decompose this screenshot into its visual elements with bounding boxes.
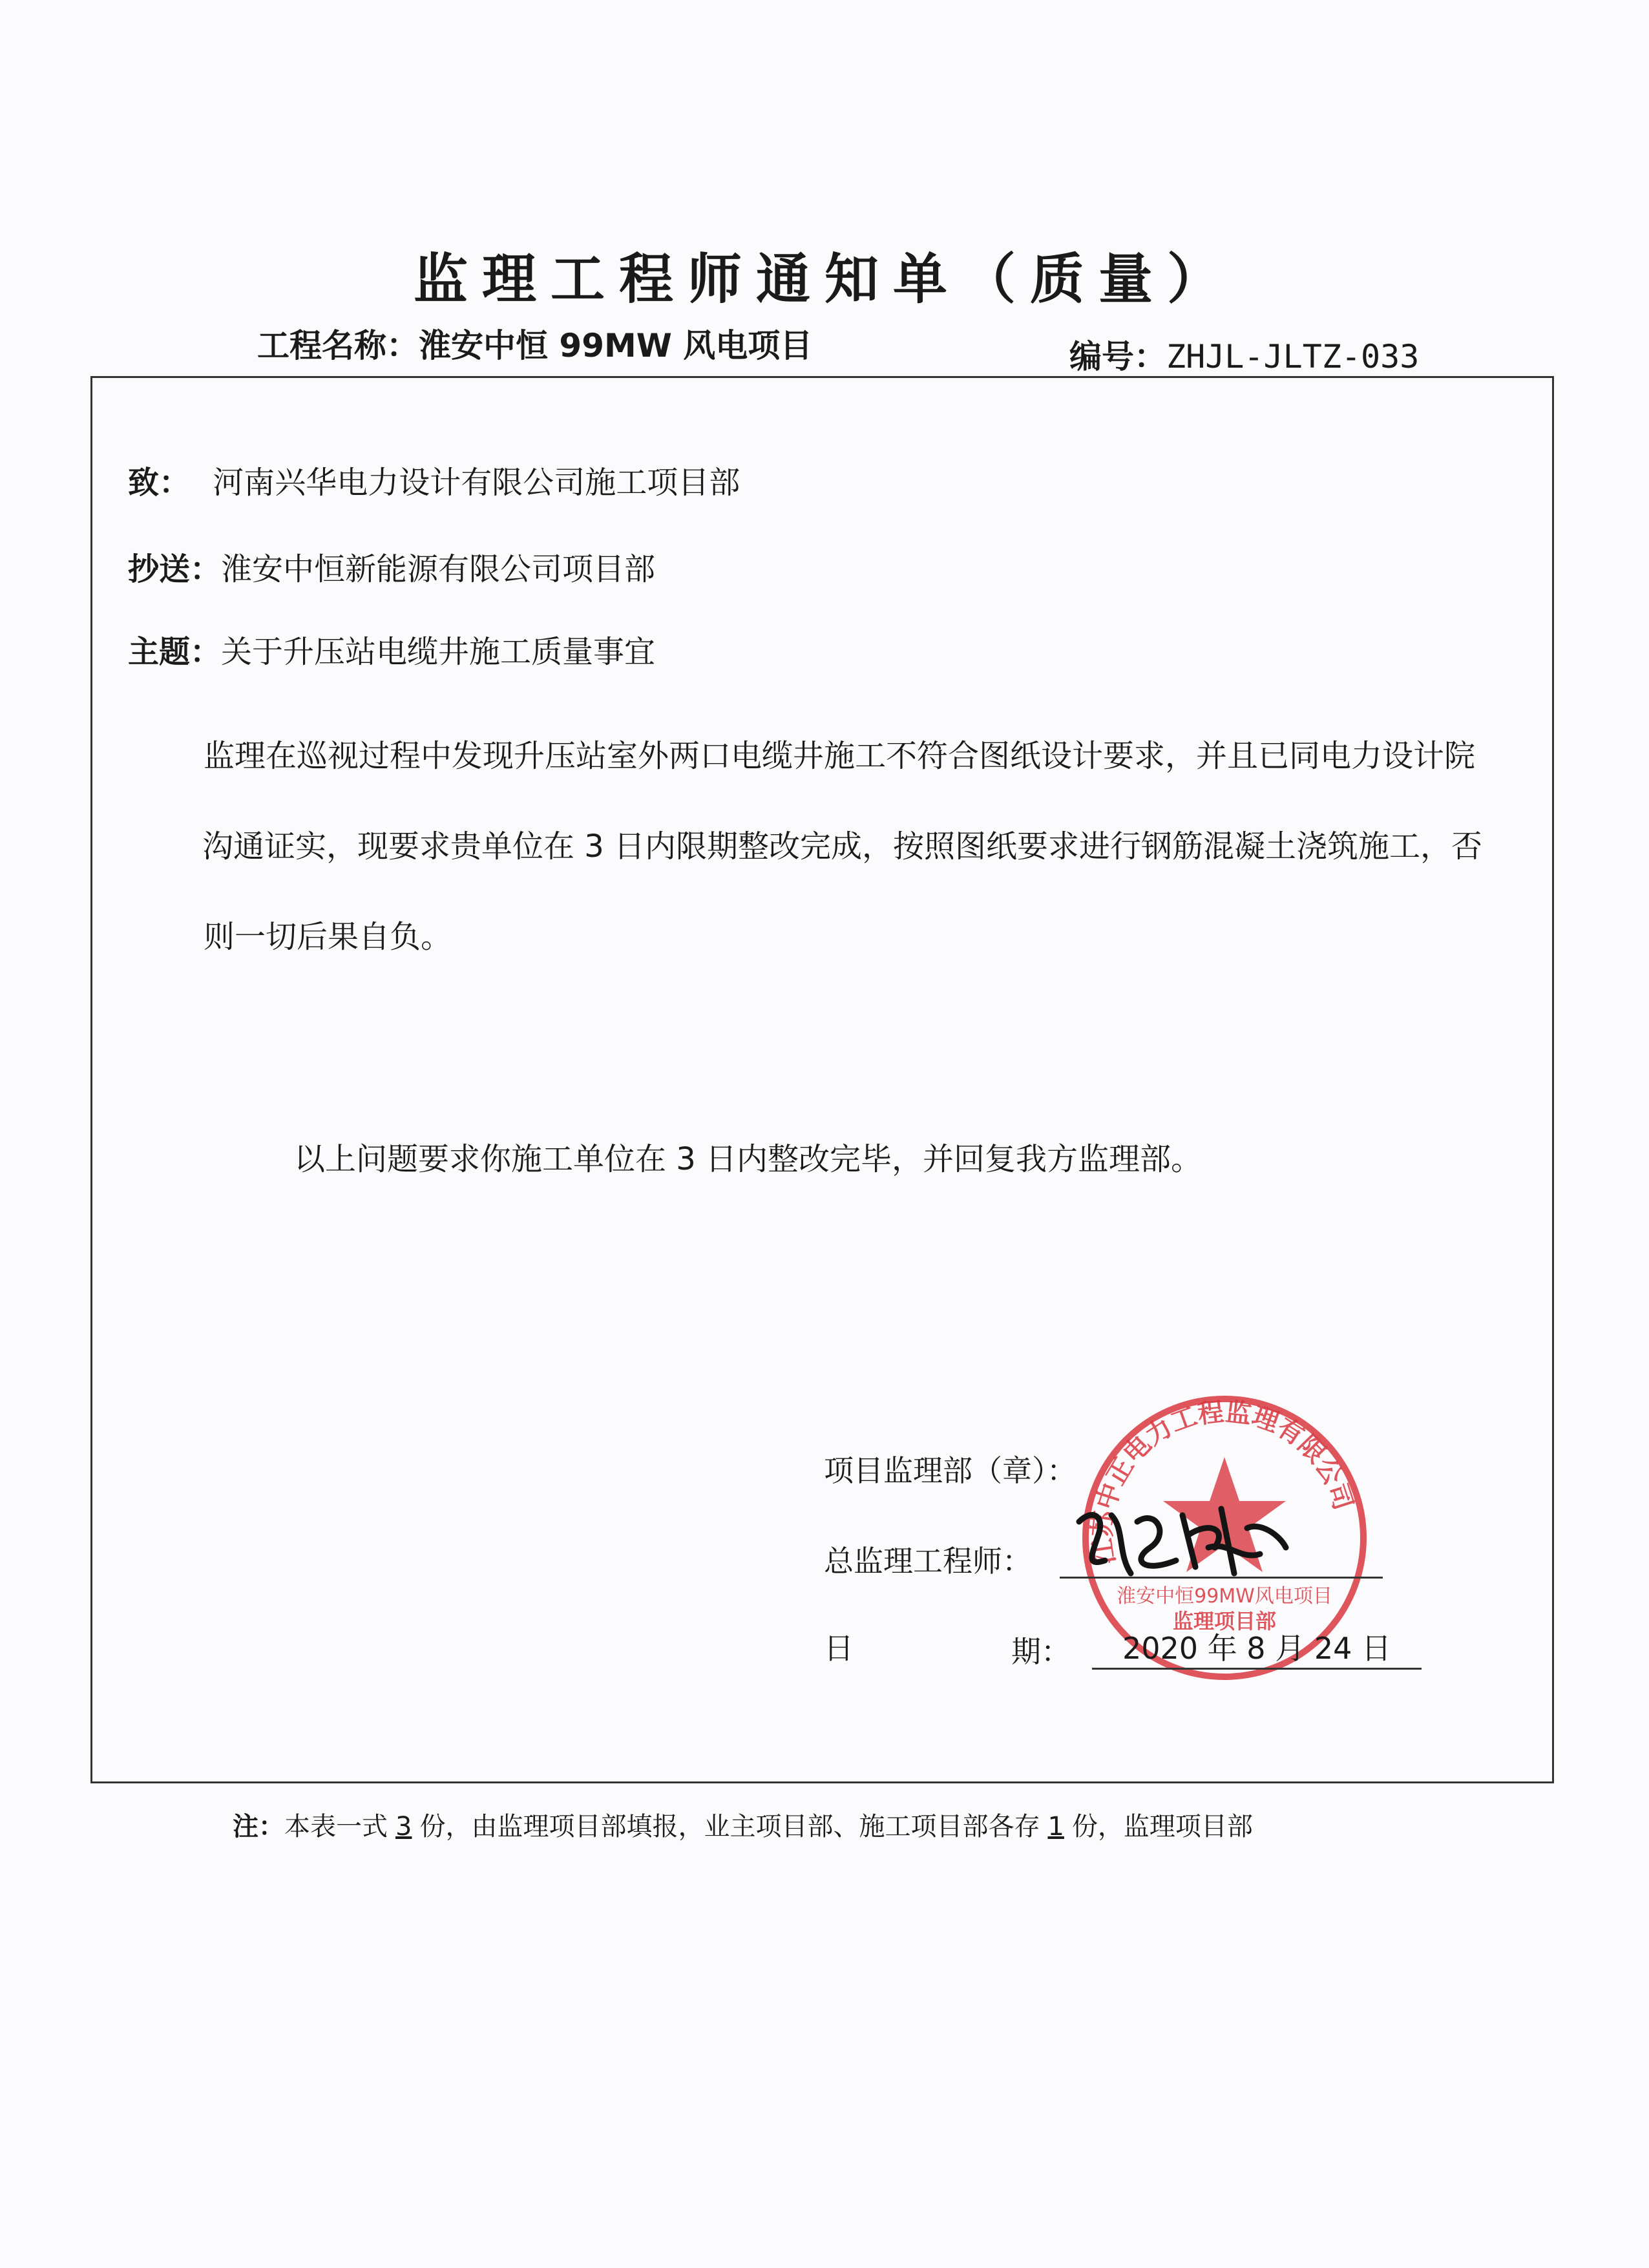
document-number [1069, 331, 1419, 377]
cc-row [128, 544, 655, 589]
subject-value: 关于升压站电缆井施工质量事宜 [221, 634, 656, 670]
body-line-3: 则一切后果自负。 [204, 919, 452, 955]
date-value: 2020 年 8 月 24 日 [1092, 1625, 1422, 1670]
footnote-prefix: 注： [233, 1812, 284, 1842]
engineer-signature [1066, 1496, 1299, 1586]
project-name-value: 淮安中恒 99MW 风电项目 [419, 327, 813, 364]
cc-label: 抄送： [128, 551, 222, 587]
body-line-1: 监理在巡视过程中发现升压站室外两口电缆井施工不符合图纸设计要求，并且已同电力设计院 [204, 738, 1476, 774]
footnote-part-3: 份，监理项目部 [1071, 1812, 1253, 1842]
footnote-each: 1 [1047, 1812, 1064, 1842]
notice-body [204, 711, 1548, 982]
footnote-part-2: 份，由监理项目部填报，业主项目部、施工项目部各存 [419, 1812, 1040, 1842]
cc-value: 淮安中恒新能源有限公司项目部 [221, 551, 656, 587]
subject-label: 主题： [128, 634, 222, 670]
seal-inner-text-1: 淮安中恒99MW风电项目 [1117, 1585, 1332, 1608]
project-name [257, 320, 812, 366]
recipient-row [128, 457, 740, 502]
date-label-char-1: 日 [824, 1631, 854, 1666]
project-name-label: 工程名称： [257, 327, 419, 364]
document-number-label: 编号： [1069, 338, 1166, 375]
recipient-label: 致： [128, 465, 191, 501]
chief-engineer-label: 总监理工程师： [824, 1544, 1032, 1579]
footnote-copies: 3 [395, 1812, 412, 1842]
seal-outer-text: 江苏中正电力工程监理有限公司 [1087, 1397, 1358, 1567]
body-line-2: 沟通证实，现要求贵单位在 3 日内限期整改完成，按照图纸要求进行钢筋混凝土浇筑施工，否 [202, 828, 1483, 865]
footnote [233, 1806, 1253, 1843]
subject-row [128, 627, 655, 671]
document-number-value: ZHJL-JLTZ-033 [1166, 338, 1420, 375]
supervision-dept-label: 项目监理部（章）： [824, 1453, 1077, 1488]
document-title: 监理工程师通知单（质量） [413, 247, 1235, 311]
seal-inner-text-2: 监理项目部 [1172, 1609, 1277, 1633]
date-label-char-2: 期： [1011, 1634, 1071, 1669]
footnote-part-1: 本表一式 [284, 1812, 388, 1842]
closing-paragraph: 以上问题要求你施工单位在 3 日内整改完毕，并回复我方监理部。 [294, 1141, 1203, 1177]
recipient-value: 河南兴华电力设计有限公司施工项目部 [213, 465, 740, 501]
